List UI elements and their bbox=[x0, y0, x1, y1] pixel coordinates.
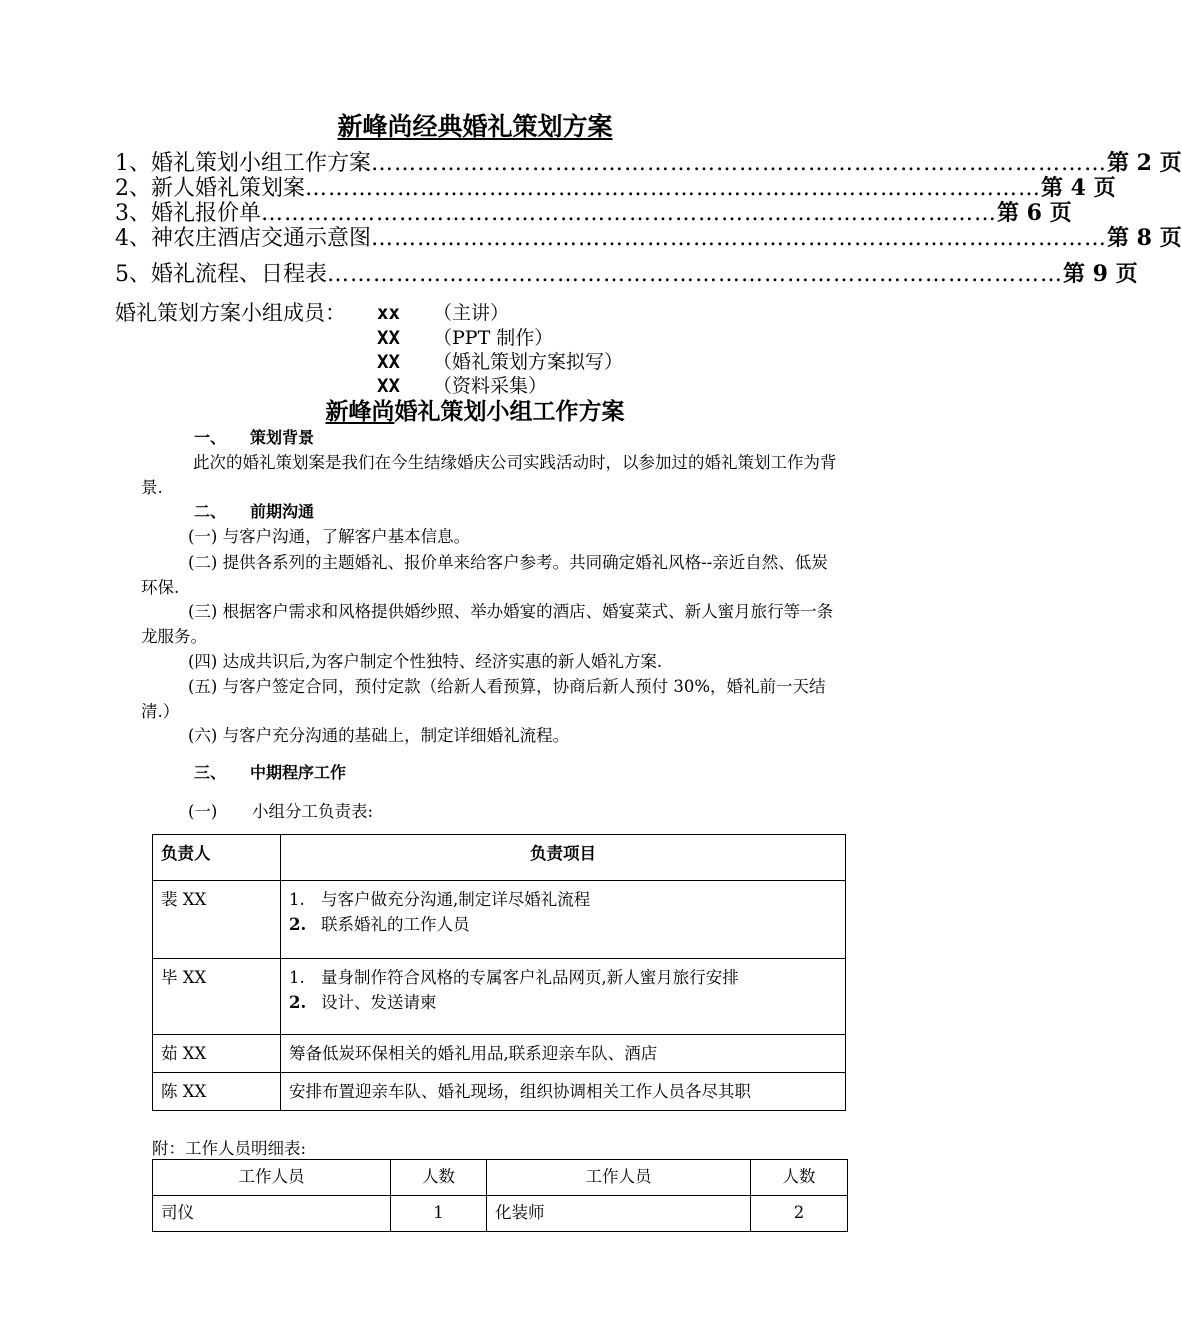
toc-leader-dots: …………………………………………………………………………………… bbox=[327, 262, 1063, 287]
member-role: （PPT 制作） bbox=[433, 327, 554, 349]
toc-page: 第 9 页 bbox=[1063, 261, 1138, 287]
toc-label: 2、新人婚礼策划案 bbox=[115, 176, 305, 201]
toc-label: 5、婚礼流程、日程表 bbox=[115, 262, 327, 287]
heading-communication bbox=[194, 501, 314, 523]
duty-cell bbox=[281, 959, 846, 1035]
person-cell: 裴 XX bbox=[153, 881, 281, 959]
table-header-row bbox=[153, 835, 846, 881]
table-row bbox=[153, 881, 846, 959]
communication-item: (四) 达成共识后,为客户制定个性独特、经济实惠的新人婚礼方案. bbox=[188, 652, 663, 671]
count-cell: 1 bbox=[391, 1196, 487, 1232]
member-name: XX bbox=[377, 327, 400, 349]
member-name: XX bbox=[377, 351, 400, 373]
header-count: 人数 bbox=[391, 1160, 487, 1196]
member-name: XX bbox=[377, 375, 400, 397]
background-paragraph: 此次的婚礼策划案是我们在今生结缘婚庆公司实践活动时，以参加过的婚礼策划工作为背景. bbox=[141, 453, 837, 497]
table-header-row bbox=[153, 1160, 848, 1196]
toc-leader-dots: …………………………………………………………………………………… bbox=[305, 176, 1041, 201]
toc-leader-dots: …………………………………………………………………………………… bbox=[371, 226, 1107, 251]
toc-item bbox=[115, 261, 1138, 288]
toc-leader-dots: …………………………………………………………………………………… bbox=[261, 201, 997, 226]
count-cell: 2 bbox=[751, 1196, 848, 1232]
heading-number: 一、 bbox=[194, 428, 227, 447]
communication-item: (五) 与客户签定合同，预付定款（给新人看预算，协商后新人预付 30%，婚礼前一天结清.） bbox=[141, 677, 826, 721]
duty-item-text: 与客户做充分沟通,制定详尽婚礼流程 bbox=[321, 890, 591, 909]
toc-label: 4、神农庄酒店交通示意图 bbox=[115, 226, 371, 251]
heading-number: 二、 bbox=[194, 502, 227, 521]
member-name: xx bbox=[377, 302, 400, 324]
section-title-prefix: 新峰尚 bbox=[325, 398, 395, 425]
duty-cell: 安排布置迎亲车队、婚礼现场，组织协调相关工作人员各尽其职 bbox=[281, 1073, 846, 1111]
section-title-rest: 婚礼策划小组工作方案 bbox=[394, 398, 625, 425]
duty-item bbox=[289, 887, 837, 912]
staff-cell: 化装师 bbox=[487, 1196, 751, 1232]
heading-number: 三、 bbox=[194, 763, 227, 782]
header-count: 人数 bbox=[751, 1160, 848, 1196]
toc-item bbox=[115, 200, 1072, 227]
staff-table bbox=[152, 1159, 848, 1232]
table-row bbox=[153, 959, 846, 1035]
toc-leader-dots: …………………………………………………………………………………… bbox=[371, 151, 1107, 176]
table-row bbox=[153, 1196, 848, 1232]
subheading-division bbox=[188, 799, 373, 824]
duty-cell: 筹备低炭环保相关的婚礼用品,联系迎亲车队、酒店 bbox=[281, 1035, 846, 1073]
members-title: 婚礼策划方案小组成员： bbox=[115, 301, 346, 325]
section-title bbox=[0, 397, 950, 427]
subheading-text: 小组分工负责表: bbox=[252, 802, 374, 821]
communication-item: (二) 提供各系列的主题婚礼、报价单来给客户参考。共同确定婚礼风格--亲近自然、低炭环保. bbox=[141, 553, 828, 597]
duty-cell bbox=[281, 881, 846, 959]
member-role: （婚礼策划方案拟写） bbox=[433, 351, 624, 373]
toc-label: 1、婚礼策划小组工作方案 bbox=[115, 151, 371, 176]
person-cell: 毕 XX bbox=[153, 959, 281, 1035]
toc-item bbox=[115, 150, 1182, 177]
staff-cell: 司仪 bbox=[153, 1196, 391, 1232]
heading-background bbox=[194, 427, 314, 449]
heading-text: 中期程序工作 bbox=[250, 763, 347, 782]
duty-item bbox=[289, 965, 837, 990]
toc-page: 第 2 页 bbox=[1107, 150, 1182, 176]
appendix-label: 附：工作人员明细表: bbox=[152, 1139, 307, 1158]
communication-item: (三) 根据客户需求和风格提供婚纱照、举办婚宴的酒店、婚宴菜式、新人蜜月旅行等一条龙服务。 bbox=[141, 602, 834, 646]
communication-item: (六) 与客户充分沟通的基础上，制定详细婚礼流程。 bbox=[188, 726, 570, 745]
toc-label: 3、婚礼报价单 bbox=[115, 201, 261, 226]
duty-item-text: 联系婚礼的工作人员 bbox=[321, 915, 470, 934]
table-row bbox=[153, 1073, 846, 1111]
member-role: （主讲） bbox=[433, 302, 510, 324]
person-cell: 陈 XX bbox=[153, 1073, 281, 1111]
duty-item-number: 2. bbox=[289, 993, 307, 1012]
table-row bbox=[153, 1035, 846, 1073]
heading-text: 前期沟通 bbox=[250, 502, 315, 521]
heading-mid-stage bbox=[194, 762, 346, 784]
toc-page: 第 6 页 bbox=[997, 200, 1072, 226]
duty-table bbox=[152, 834, 846, 1111]
duty-item bbox=[289, 912, 837, 937]
toc-item bbox=[115, 175, 1116, 202]
toc-page: 第 4 页 bbox=[1041, 175, 1116, 201]
header-person: 负责人 bbox=[153, 835, 281, 881]
duty-item-number: 1. bbox=[289, 968, 305, 987]
header-staff: 工作人员 bbox=[153, 1160, 391, 1196]
duty-item-text: 量身制作符合风格的专属客户礼品网页,新人蜜月旅行安排 bbox=[321, 968, 739, 987]
header-items: 负责项目 bbox=[281, 835, 846, 881]
subheading-number: (一) bbox=[188, 802, 218, 821]
duty-item-number: 2. bbox=[289, 915, 307, 934]
document-title: 新峰尚经典婚礼策划方案 bbox=[337, 112, 613, 141]
duty-item-number: 1. bbox=[289, 890, 305, 909]
toc-page: 第 8 页 bbox=[1107, 225, 1182, 251]
communication-item: (一) 与客户沟通，了解客户基本信息。 bbox=[188, 527, 471, 546]
member-role: （资料采集） bbox=[433, 375, 548, 397]
toc-item bbox=[115, 225, 1182, 252]
duty-item-text: 设计、发送请柬 bbox=[321, 993, 437, 1012]
header-staff: 工作人员 bbox=[487, 1160, 751, 1196]
person-cell: 茹 XX bbox=[153, 1035, 281, 1073]
heading-text: 策划背景 bbox=[250, 428, 315, 447]
duty-item bbox=[289, 990, 837, 1015]
